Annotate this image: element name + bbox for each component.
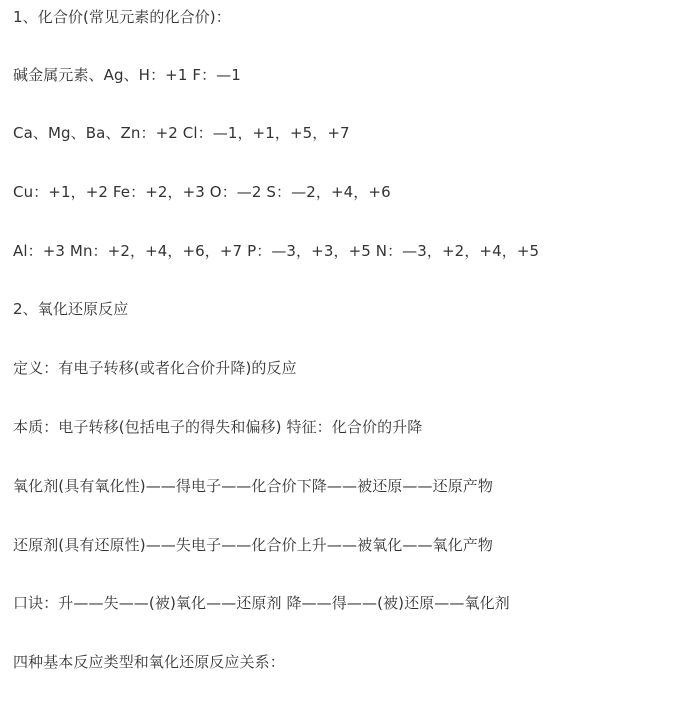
valence-cu-fe-o-s: Cu：+1，+2 Fe：+2，+3 O：—2 S：—2，+4，+6 [13, 183, 391, 201]
redox-essence: 本质：电子转移(包括电子的得失和偏移) 特征：化合价的升降 [13, 418, 423, 436]
valence-alkali-metals: 碱金属元素、Ag、H：+1 F：—1 [13, 66, 241, 84]
redox-definition: 定义：有电子转移(或者化合价升降)的反应 [13, 359, 297, 377]
valence-ca-mg-ba-zn: Ca、Mg、Ba、Zn：+2 Cl：—1，+1，+5，+7 [13, 124, 350, 142]
reductant-chain: 还原剂(具有还原性)——失电子——化合价上升——被氧化——氧化产物 [13, 536, 494, 554]
valence-al-mn-p-n: Al：+3 Mn：+2，+4，+6，+7 P：—3，+3，+5 N：—3，+2，+4，+5 [13, 242, 540, 260]
heading-valence: 1、化合价(常见元素的化合价)： [13, 8, 231, 26]
mnemonic: 口诀：升——失——(被)氧化——还原剂 降——得——(被)还原——氧化剂 [13, 594, 510, 612]
heading-redox: 2、氧化还原反应 [13, 300, 129, 318]
heading-reaction-types: 四种基本反应类型和氧化还原反应关系： [13, 653, 285, 671]
oxidant-chain: 氧化剂(具有氧化性)——得电子——化合价下降——被还原——还原产物 [13, 477, 494, 495]
